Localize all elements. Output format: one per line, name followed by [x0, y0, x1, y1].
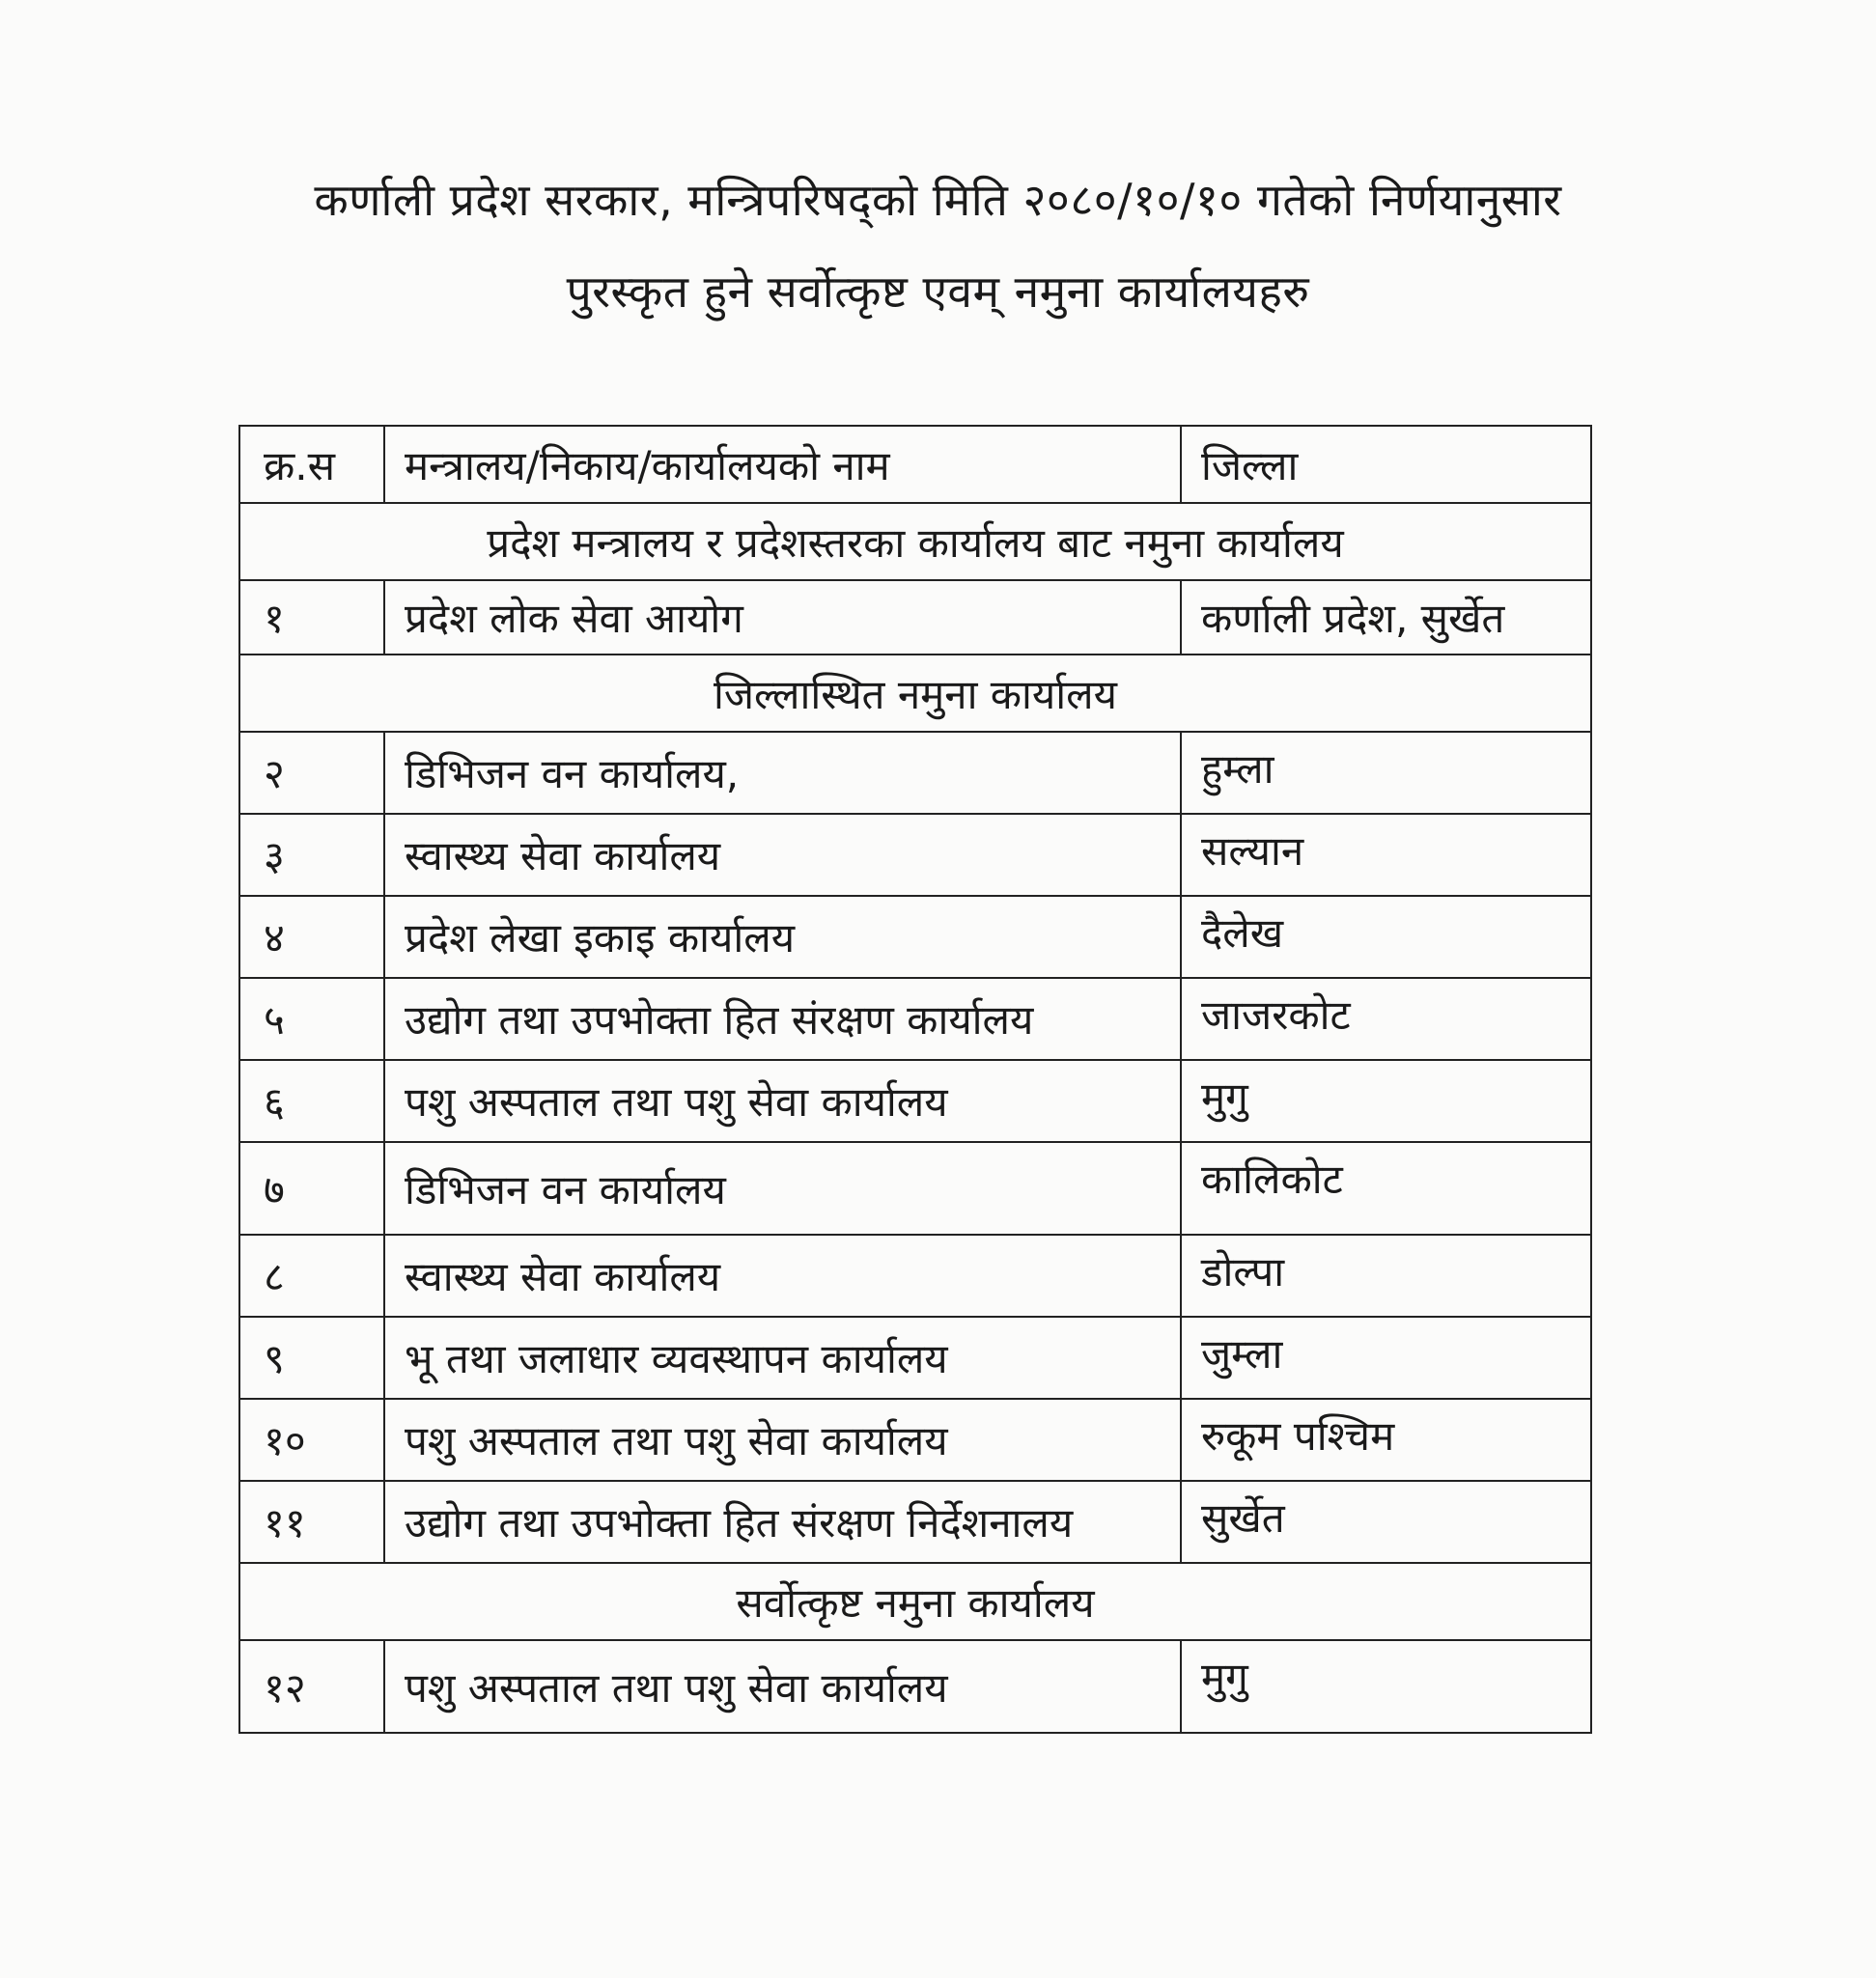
- table-row: [239, 1060, 1591, 1142]
- row-sn: १२: [239, 1640, 384, 1733]
- row-district: दैलेख: [1181, 896, 1591, 978]
- section-heading: सर्वोत्कृष्ट नमुना कार्यालय: [239, 1563, 1591, 1640]
- table-row: [239, 896, 1591, 978]
- row-office-name: उद्योग तथा उपभोक्ता हित संरक्षण निर्देशनालय: [384, 1481, 1181, 1563]
- table-row: [239, 1399, 1591, 1481]
- section-heading-row: [239, 655, 1591, 732]
- row-sn: ११: [239, 1481, 384, 1563]
- row-sn: ८: [239, 1235, 384, 1317]
- row-sn: १०: [239, 1399, 384, 1481]
- table-row: [239, 1142, 1591, 1235]
- page-title-line-1: कर्णाली प्रदेश सरकार, मन्त्रिपरिषद्को मिति २०८०/१०/१० गतेको निर्णयानुसार: [314, 174, 1562, 226]
- table-row: [239, 1640, 1591, 1733]
- table-row: [239, 732, 1591, 814]
- row-sn: ४: [239, 896, 384, 978]
- row-office-name: डिभिजन वन कार्यालय: [384, 1142, 1181, 1235]
- section-heading-row: [239, 503, 1591, 580]
- row-district: कालिकोट: [1181, 1142, 1591, 1235]
- table-header-row: [239, 426, 1591, 503]
- section-heading-row: [239, 1563, 1591, 1640]
- row-district: मुगु: [1181, 1060, 1591, 1142]
- row-district: कर्णाली प्रदेश, सुर्खेत: [1181, 580, 1591, 655]
- table-row: [239, 580, 1591, 655]
- row-district: जुम्ला: [1181, 1317, 1591, 1399]
- column-header-name: मन्त्रालय/निकाय/कार्यालयको नाम: [384, 426, 1181, 503]
- row-office-name: भू तथा जलाधार व्यवस्थापन कार्यालय: [384, 1317, 1181, 1399]
- row-office-name: पशु अस्पताल तथा पशु सेवा कार्यालय: [384, 1060, 1181, 1142]
- table-row: [239, 814, 1591, 896]
- row-sn: ५: [239, 978, 384, 1060]
- row-office-name: डिभिजन वन कार्यालय,: [384, 732, 1181, 814]
- column-header-district: जिल्ला: [1181, 426, 1591, 503]
- row-office-name: पशु अस्पताल तथा पशु सेवा कार्यालय: [384, 1399, 1181, 1481]
- table-row: [239, 1481, 1591, 1563]
- row-office-name: उद्योग तथा उपभोक्ता हित संरक्षण कार्यालय: [384, 978, 1181, 1060]
- row-sn: ६: [239, 1060, 384, 1142]
- row-district: सल्यान: [1181, 814, 1591, 896]
- row-sn: ९: [239, 1317, 384, 1399]
- row-sn: ७: [239, 1142, 384, 1235]
- column-header-sn: क्र.स: [239, 426, 384, 503]
- award-table: [238, 425, 1592, 1734]
- row-sn: १: [239, 580, 384, 655]
- row-district: डोल्पा: [1181, 1235, 1591, 1317]
- row-district: जाजरकोट: [1181, 978, 1591, 1060]
- row-office-name: प्रदेश लेखा इकाइ कार्यालय: [384, 896, 1181, 978]
- row-office-name: प्रदेश लोक सेवा आयोग: [384, 580, 1181, 655]
- row-district: मुगु: [1181, 1640, 1591, 1733]
- table-row: [239, 1235, 1591, 1317]
- section-heading: जिल्लास्थित नमुना कार्यालय: [239, 655, 1591, 732]
- row-office-name: स्वास्थ्य सेवा कार्यालय: [384, 1235, 1181, 1317]
- row-office-name: पशु अस्पताल तथा पशु सेवा कार्यालय: [384, 1640, 1181, 1733]
- row-district: हुम्ला: [1181, 732, 1591, 814]
- row-sn: ३: [239, 814, 384, 896]
- page-title-line-2: पुरस्कृत हुने सर्वोत्कृष्ट एवम् नमुना कार्यालयहरु: [566, 265, 1310, 318]
- table-row: [239, 978, 1591, 1060]
- row-office-name: स्वास्थ्य सेवा कार्यालय: [384, 814, 1181, 896]
- section-heading: प्रदेश मन्त्रालय र प्रदेशस्तरका कार्यालय बाट नमुना कार्यालय: [239, 503, 1591, 580]
- row-sn: २: [239, 732, 384, 814]
- row-district: रुकूम पश्चिम: [1181, 1399, 1591, 1481]
- row-district: सुर्खेत: [1181, 1481, 1591, 1563]
- table-row: [239, 1317, 1591, 1399]
